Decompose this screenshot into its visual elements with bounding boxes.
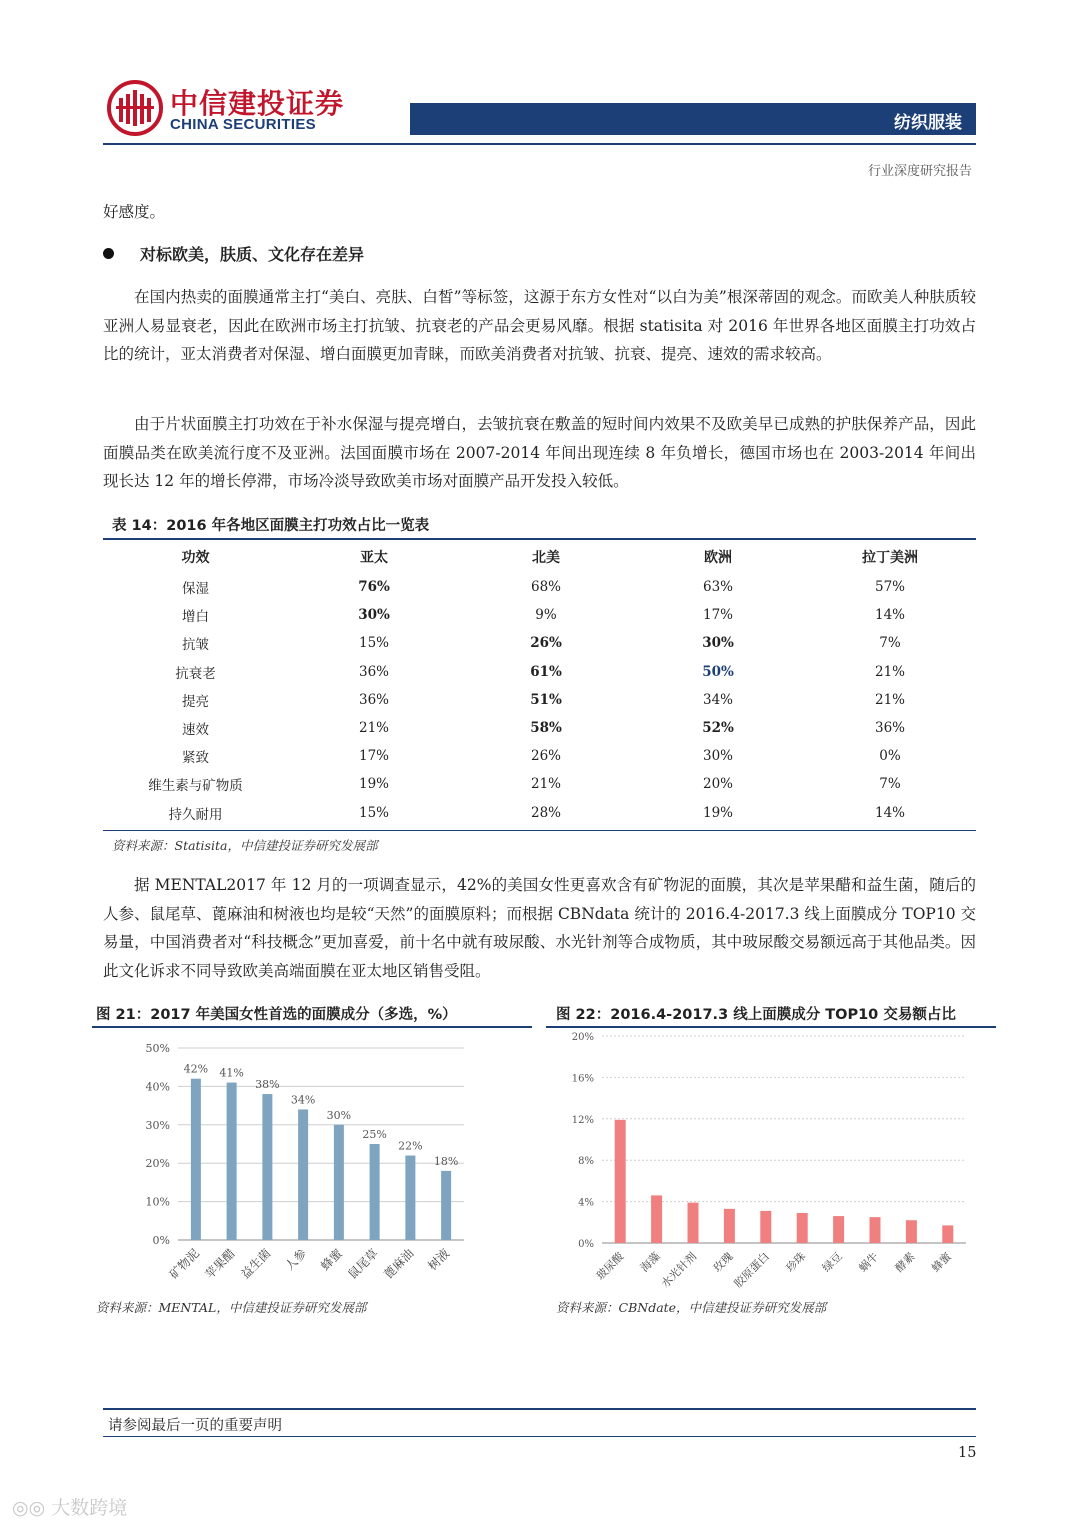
fig22-rule [546, 1026, 996, 1028]
watermark-text: 大数跨境 [51, 1497, 128, 1519]
paragraph-3: 据 MENTAL2017 年 12 月的一项调查显示，42%的美国女性更喜欢含有矿物泥的面膜，其次是苹果醋和益生菌，随后的人参、鼠尾草、蓖麻油和树液也均是较“天然”的面膜原料；而根据 CBNdata 统计的 2016.4-2017.3 线上面膜成分 TOP10 交易量，中国消费者对“科技概念”更加喜爱，前十名中就有玻尿酸、水光针剂等合成物质，其中玻尿酸交易额远高于其他品类。因此文化诉求不同导致欧美高端面膜在亚太地区销售受阻。 [103, 876, 976, 980]
table-cell: 17% [358, 748, 389, 765]
y-tick-label: 8% [578, 1156, 594, 1168]
table-cell: 7% [879, 635, 901, 652]
sector-label: 纺织服装 [894, 113, 962, 133]
y-tick-label: 10% [145, 1195, 170, 1209]
y-tick-label: 20% [145, 1157, 170, 1171]
bar [405, 1156, 415, 1240]
table-cell: 21% [358, 720, 389, 737]
x-tick-label: 酵素 [892, 1249, 918, 1275]
x-tick-label: 胶原蛋白 [731, 1249, 772, 1291]
paragraph-0: 好感度。 [103, 203, 166, 221]
table-cell: 26% [530, 635, 562, 652]
table-cell: 维生素与矿物质 [148, 778, 243, 795]
data-label: 34% [290, 1093, 316, 1107]
table-header-cell: 欧洲 [704, 550, 732, 566]
table-row [103, 601, 976, 629]
fig21-rule [92, 1026, 532, 1028]
table-row [103, 573, 976, 601]
bar [906, 1220, 917, 1243]
y-tick-label: 0% [152, 1234, 170, 1247]
bar [724, 1209, 735, 1243]
fig21-chart [92, 1030, 532, 1298]
table-cell: 52% [702, 720, 734, 737]
y-tick-label: 20% [571, 1032, 594, 1043]
table-bottom-rule [103, 830, 976, 831]
x-tick-label: 蜂蜜 [929, 1249, 954, 1275]
efficacy-table [103, 541, 976, 827]
table-cell: 19% [358, 776, 389, 793]
data-label: 42% [183, 1062, 209, 1076]
section-heading: 对标欧美，肤质、文化存在差异 [140, 245, 365, 264]
bar [191, 1079, 201, 1240]
table-cell: 持久耐用 [168, 806, 223, 823]
data-label: 30% [326, 1108, 352, 1122]
table-cell: 36% [358, 691, 389, 708]
y-tick-label: 30% [145, 1118, 170, 1132]
data-label: 25% [362, 1128, 387, 1141]
fig21-source: 资料来源：MENTAL，中信建投证券研究发展部 [96, 1300, 367, 1315]
watermark [12, 1493, 127, 1520]
fig22-title: 图 22：2016.4-2017.3 线上面膜成分 TOP10 交易额占比 [556, 1007, 956, 1023]
y-tick-label: 40% [145, 1080, 170, 1094]
page-number: 15 [958, 1445, 977, 1461]
table-cell: 68% [530, 579, 561, 596]
bar [334, 1125, 344, 1240]
table-header-cell: 拉丁美洲 [862, 550, 918, 566]
table-cell: 26% [530, 748, 561, 765]
bar [833, 1216, 844, 1243]
bar [441, 1171, 451, 1240]
table-header-cell: 亚太 [360, 550, 388, 566]
paragraph-2: 由于片状面膜主打功效在于补水保湿与提亮增白，去皱抗衰在敷盖的短时间内效果不及欧美早已成熟的护肤保养产品，因此面膜品类在欧美流行度不及亚洲。法国面膜市场在 2007-2014 年间出现连续 8 年负增长，德国市场也在 2003-2014 年间出现长达 12 年的增长停滞，市场冷淡导致欧美市场对面膜产品开发投入较低。 [103, 415, 976, 490]
x-tick-label: 苹果醋 [202, 1246, 238, 1282]
fig22-source: 资料来源：CBNdate，中信建投证券研究发展部 [556, 1300, 827, 1315]
bar [797, 1213, 808, 1243]
table-cell: 15% [358, 804, 389, 821]
brand-name-cn: 中信建投证券 [170, 87, 345, 120]
sector-band [410, 103, 976, 135]
disclaimer-note: 请参阅最后一页的重要声明 [108, 1418, 282, 1434]
table-cell: 紧致 [182, 750, 209, 767]
x-tick-label: 玫瑰 [710, 1249, 736, 1275]
table-cell: 17% [702, 607, 733, 624]
y-tick-label: 16% [571, 1073, 594, 1085]
table-cell: 28% [530, 804, 561, 821]
table-cell: 抗皱 [182, 637, 209, 654]
table-cell: 保湿 [182, 581, 209, 598]
bar [615, 1120, 626, 1243]
x-tick-label: 海藻 [637, 1249, 663, 1275]
table-title: 表 14：2016 年各地区面膜主打功效占比一览表 [112, 518, 430, 534]
bullet-icon [103, 248, 114, 259]
bar [298, 1109, 308, 1240]
x-tick-label: 玻尿酸 [593, 1249, 627, 1283]
table-cell: 14% [874, 607, 905, 624]
table-cell: 51% [530, 691, 562, 708]
x-tick-label: 树液 [425, 1246, 453, 1274]
report-type: 行业深度研究报告 [867, 164, 972, 179]
table-top-rule [103, 538, 976, 540]
table-cell: 21% [874, 691, 905, 708]
y-tick-label: 50% [145, 1042, 170, 1055]
table-cell: 抗衰老 [175, 665, 216, 682]
table-cell: 提亮 [182, 693, 209, 710]
table-cell: 61% [530, 663, 562, 680]
table-cell: 19% [702, 804, 733, 821]
bar [688, 1203, 699, 1243]
table-cell: 76% [358, 579, 390, 596]
table-cell: 63% [702, 579, 733, 596]
table-cell: 21% [874, 663, 905, 680]
data-label: 38% [255, 1078, 280, 1092]
table-cell: 速效 [182, 722, 209, 739]
bar [651, 1195, 662, 1243]
table-cell: 0% [879, 748, 901, 765]
paragraph-1: 在国内热卖的面膜通常主打“美白、亮肤、白皙”等标签，这源于东方女性对“以白为美”根深蒂固的观念。而欧美人种肤质较亚洲人易显衰老，因此在欧洲市场主打抗皱、抗衰老的产品会更易风靡。根据 statisita 对 2016 年世界各地区面膜主打功效占比的统计，亚太消费者对保湿、增白面膜更加青睐，而欧美消费者对抗皱、抗衰、提亮、速效的需求较高。 [103, 288, 976, 363]
data-label: 41% [219, 1066, 244, 1080]
bar [370, 1144, 380, 1240]
x-tick-label: 珍珠 [783, 1249, 809, 1275]
data-label: 18% [433, 1154, 459, 1168]
x-tick-label: 鼠尾草 [345, 1246, 381, 1282]
x-tick-label: 蜂蜜 [318, 1246, 345, 1274]
table-row [103, 714, 976, 742]
y-tick-label: 0% [578, 1239, 594, 1250]
bar [262, 1094, 272, 1240]
table-row [103, 686, 976, 714]
table-cell: 20% [702, 776, 733, 793]
x-tick-label: 人参 [282, 1246, 310, 1274]
y-tick-label: 4% [578, 1197, 594, 1209]
brand-name-en: CHINA SECURITIES [170, 116, 316, 133]
table-row [103, 658, 976, 686]
table-row [103, 799, 976, 827]
table-cell: 15% [358, 635, 389, 652]
table-cell: 34% [702, 691, 733, 708]
table-cell: 14% [874, 804, 905, 821]
fig21-title: 图 21：2017 年美国女性首选的面膜成分（多选，%） [96, 1007, 457, 1023]
brand-logo-icon [107, 80, 163, 136]
table-cell: 30% [702, 748, 733, 765]
table-cell: 增白 [182, 609, 209, 626]
table-row [103, 770, 976, 798]
table-cell: 21% [530, 776, 561, 793]
table-cell: 36% [358, 663, 389, 680]
x-tick-label: 益生菌 [238, 1246, 274, 1282]
fig22-chart [546, 1030, 996, 1298]
watermark-icon: ◎◎ [12, 1497, 52, 1519]
table-cell: 30% [702, 635, 734, 652]
x-tick-label: 蜗牛 [856, 1249, 882, 1275]
x-tick-label: 矿物泥 [166, 1246, 202, 1282]
table-header-cell: 功效 [181, 550, 210, 566]
table-row [103, 742, 976, 770]
x-tick-label: 水光针剂 [658, 1249, 700, 1291]
bar [760, 1211, 771, 1243]
x-tick-label: 绿豆 [819, 1249, 845, 1275]
table-cell: 36% [874, 720, 905, 737]
table-header-row [103, 541, 976, 573]
table-cell: 57% [874, 579, 905, 596]
table-cell: 30% [358, 607, 390, 624]
table-cell: 50% [702, 663, 734, 680]
table-header-cell: 北美 [532, 550, 560, 566]
table-cell: 58% [530, 720, 562, 737]
table-cell: 7% [879, 776, 901, 793]
bar [942, 1225, 953, 1243]
table-row [103, 629, 976, 657]
bar [227, 1083, 237, 1240]
header-divider [103, 143, 976, 145]
footer-divider-bottom [103, 1436, 976, 1437]
y-tick-label: 12% [571, 1114, 594, 1126]
table-cell: 9% [535, 607, 557, 624]
x-tick-label: 蓖麻油 [381, 1246, 417, 1282]
footer-divider [103, 1408, 976, 1410]
data-label: 22% [398, 1139, 423, 1153]
table-source: 资料来源：Statisita，中信建投证券研究发展部 [112, 838, 378, 853]
bar [870, 1217, 881, 1243]
